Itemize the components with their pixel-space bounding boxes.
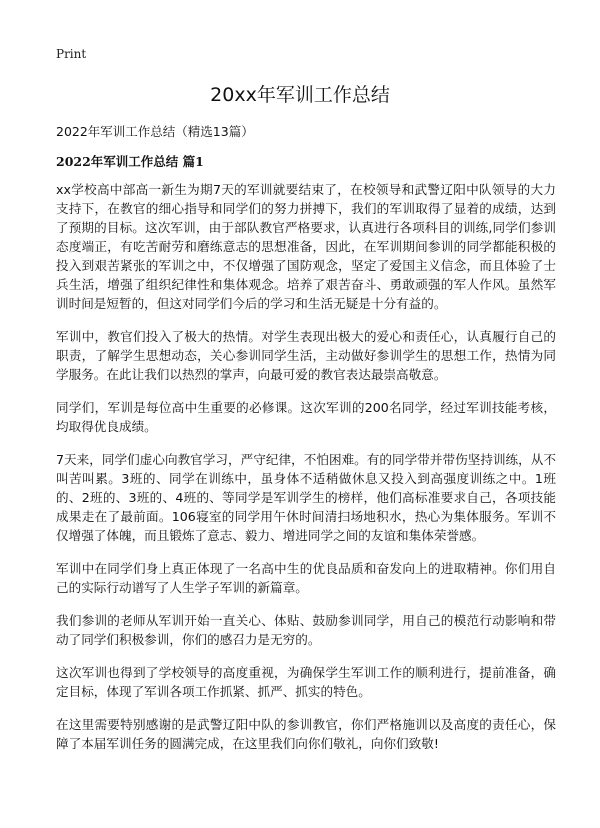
- document-subtitle: 2022年军训工作总结（精选13篇）: [56, 124, 254, 139]
- paragraph-1: xx学校高中部高一新生为期7天的军训就要结束了，在校领导和武警辽阳中队领导的大力支持下，在教官的细心指导和同学们的努力拼搏下，我们的军训取得了显着的成绩，达到了预期的目标。这次军训，由于部队教官严格要求，认真进行各项科目的训练,同学们参训态度端正，有吃苦耐劳和磨练意志的思想准备，因此，在军训期间参训的同学都能积极的投入到艰苦紧张的军训之中，不仅增强了国防观念，坚定了爱国主义信念，而且体验了士兵生活，增强了组织纪律性和集体观念。培养了艰苦奋斗、勇敢顽强的军人作风。虽然军训时间是短暂的，但这对同学们今后的学习和生活无疑是十分有益的。: [56, 182, 556, 311]
- article-body: [56, 180, 556, 767]
- paragraph-8: 在这里需要特别感谢的是武警辽阳中队的参训教官，你们严格施训以及高度的责任心，保障了本届军训任务的圆满完成，在这里我们向你们敬礼，向你们致敬!: [56, 717, 556, 751]
- paragraph-5: 军训中在同学们身上真正体现了一名高中生的优良品质和奋发向上的进取精神。你们用自己的实际行动谱写了人生学子军训的新篇章。: [56, 561, 556, 595]
- paragraph-6: 我们参训的老师从军训开始一直关心、体贴、鼓励参训同学，用自己的模范行动影响和带动了同学们积极参训，你们的感召力是无穷的。: [56, 613, 556, 647]
- paragraph-3: 同学们，军训是每位高中生重要的必修课。这次军训的200名同学，经过军训技能考核，均取得优良成绩。: [56, 400, 556, 434]
- paragraph-7: 这次军训也得到了学校领导的高度重视，为确保学生军训工作的顺利进行，提前准备，确定目标，体现了军训各项工作抓紧、抓严、抓实的特色。: [56, 665, 556, 699]
- print-link[interactable]: Print: [56, 47, 87, 61]
- paragraph-4: 7天来，同学们虚心向教官学习，严守纪律，不怕困难。有的同学带并带伤坚持训练，从不叫苦叫累。3班的、同学在训练中，虽身体不适稍做休息又投入到高强度训练之中。1班的、2班的、3班的、4班的、等同学是军训学生的榜样，他们高标准要求自己，各项技能成果走在了最前面。106寝室的同学用午休时间清扫场地积水，热心为集体服务。军训不仅增强了体魄，而且锻炼了意志、毅力、增进同学之间的友谊和集体荣誉感。: [56, 452, 556, 543]
- section-heading: 2022年军训工作总结 篇1: [56, 154, 204, 169]
- paragraph-2: 军训中，教官们投入了极大的热情。对学生表现出极大的爱心和责任心，认真履行自己的职责，了解学生思想动态，关心参训同学生活，主动做好参训学生的思想工作，热情为同学服务。在此让我们以热烈的掌声，向最可爱的教官表达最崇高敬意。: [56, 329, 556, 382]
- document-title: 20xx年军训工作总结: [210, 84, 390, 106]
